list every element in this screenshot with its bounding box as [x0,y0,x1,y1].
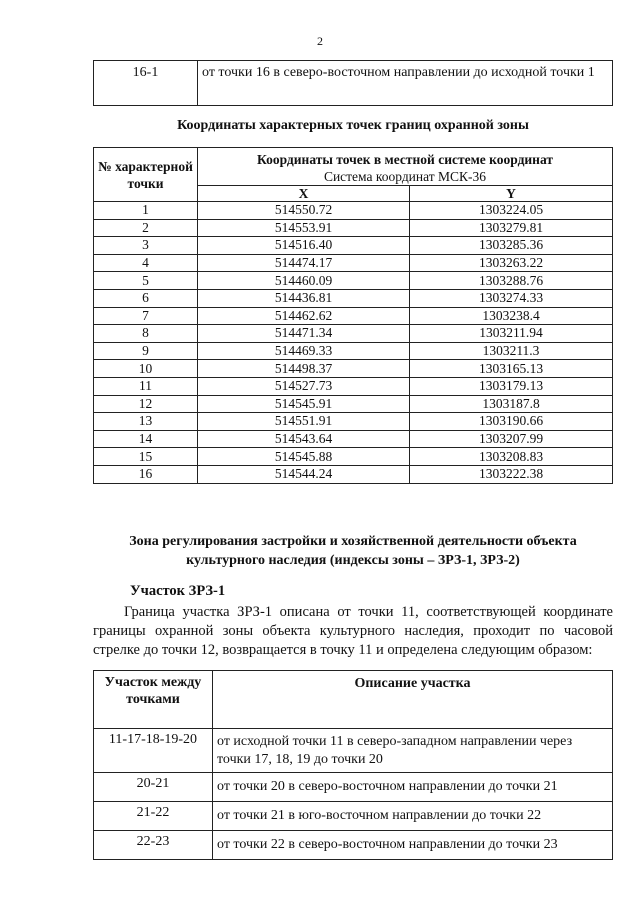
y-coordinate-cell: 1303288.76 [410,272,613,290]
x-coordinate-cell: 514544.24 [198,465,410,483]
point-number-cell: 4 [94,254,198,272]
table-row [94,307,613,325]
coords-title: Координаты точек в местной системе координат [256,152,553,167]
coordinates-table [93,147,613,484]
table-row [94,272,613,290]
x-coordinate-cell: 514545.88 [198,448,410,466]
table-row [94,465,613,483]
section-cell: 22-23 [94,831,213,860]
x-coordinate-cell: 514460.09 [198,272,410,290]
col-header-section: Участок между точками [94,671,213,729]
page-number: 2 [317,34,323,48]
description-cell: от точки 21 в юго-восточном направлении до точки 22 [213,802,613,831]
description-cell: от точки 22 в северо-восточном направлении до точки 23 [213,831,613,860]
table-row [94,61,613,106]
table-row [94,254,613,272]
table-row [94,342,613,360]
table-row [94,325,613,343]
description-cell: от точки 20 в северо-восточном направлении до точки 21 [213,773,613,802]
point-number-cell: 14 [94,430,198,448]
point-number-cell: 2 [94,219,198,237]
top-sections-table [93,60,613,106]
x-coordinate-cell: 514543.64 [198,430,410,448]
point-number-cell: 6 [94,289,198,307]
point-number-cell: 10 [94,360,198,378]
y-coordinate-cell: 1303179.13 [410,377,613,395]
point-number-cell: 8 [94,325,198,343]
x-coordinate-cell: 514498.37 [198,360,410,378]
table-row [94,377,613,395]
x-coordinate-cell: 514474.17 [198,254,410,272]
y-coordinate-cell: 1303224.05 [410,202,613,220]
table-header-row [94,671,613,729]
y-coordinate-cell: 1303285.36 [410,237,613,255]
section-cell: 20-21 [94,773,213,802]
section-cell: 21-22 [94,802,213,831]
x-coordinate-cell: 514516.40 [198,237,410,255]
table-row [94,831,613,860]
x-coordinate-cell: 514462.62 [198,307,410,325]
coords-subtitle: Система координат МСК-36 [323,169,487,184]
point-number-cell: 1 [94,202,198,220]
point-number-cell: 3 [94,237,198,255]
y-coordinate-cell: 1303190.66 [410,413,613,431]
table-row [94,237,613,255]
zone-heading: Зона регулирования застройки и хозяйственной деятельности объекта культурного наследия (индексы зоны – ЗРЗ-1, ЗРЗ-2) [129,534,577,568]
x-coordinate-cell: 514545.91 [198,395,410,413]
point-number-cell: 12 [94,395,198,413]
table-row [94,773,613,802]
y-coordinate-cell: 1303263.22 [410,254,613,272]
x-coordinate-cell: 514550.72 [198,202,410,220]
col-header-description: Описание участка [213,671,613,729]
point-number-cell: 15 [94,448,198,466]
y-coordinate-cell: 1303208.83 [410,448,613,466]
x-coordinate-cell: 514469.33 [198,342,410,360]
point-number-cell: 9 [94,342,198,360]
point-number-cell: 16 [94,465,198,483]
description-cell: от точки 16 в северо-восточном направлении до исходной точки 1 [198,61,613,106]
point-number-cell: 13 [94,413,198,431]
x-coordinate-cell: 514471.34 [198,325,410,343]
y-coordinate-cell: 1303279.81 [410,219,613,237]
section-paragraph: Граница участка ЗРЗ-1 описана от точки 11, соответствующей координате границы охранной зоны объекта культурного наследия, проходит по часовой стрелке до точки 12, возвращается в точку 11 и определена следующим образом: [93,604,613,658]
x-coordinate-cell: 514436.81 [198,289,410,307]
sections-table [93,670,613,860]
y-coordinate-cell: 1303238.4 [410,307,613,325]
y-coordinate-cell: 1303222.38 [410,465,613,483]
table-row [94,202,613,220]
table-row [94,219,613,237]
x-coordinate-cell: 514551.91 [198,413,410,431]
y-coordinate-cell: 1303211.3 [410,342,613,360]
table-row [94,360,613,378]
point-number-cell: 5 [94,272,198,290]
point-number-cell: 11 [94,377,198,395]
y-coordinate-cell: 1303211.94 [410,325,613,343]
section-cell: 16-1 [94,61,198,106]
description-cell: от исходной точки 11 в северо-западном направлении через точки 17, 18, 19 до точки 20 [213,729,613,773]
point-number-cell: 7 [94,307,198,325]
y-coordinate-cell: 1303207.99 [410,430,613,448]
table-row [94,413,613,431]
col-header-x: X [198,186,410,202]
table-header-row [94,148,613,186]
col-header-point-number: № характерной точки [94,148,198,202]
table-row [94,729,613,773]
table-row [94,448,613,466]
coords-heading: Координаты характерных точек границ охранной зоны [177,118,529,133]
y-coordinate-cell: 1303165.13 [410,360,613,378]
table-row [94,395,613,413]
x-coordinate-cell: 514553.91 [198,219,410,237]
table-row [94,802,613,831]
col-header-y: Y [410,186,613,202]
col-header-coordinates [198,148,613,186]
table-row [94,430,613,448]
y-coordinate-cell: 1303274.33 [410,289,613,307]
table-row [94,289,613,307]
x-coordinate-cell: 514527.73 [198,377,410,395]
y-coordinate-cell: 1303187.8 [410,395,613,413]
section-heading: Участок ЗРЗ-1 [130,583,226,599]
section-cell: 11-17-18-19-20 [94,729,213,773]
